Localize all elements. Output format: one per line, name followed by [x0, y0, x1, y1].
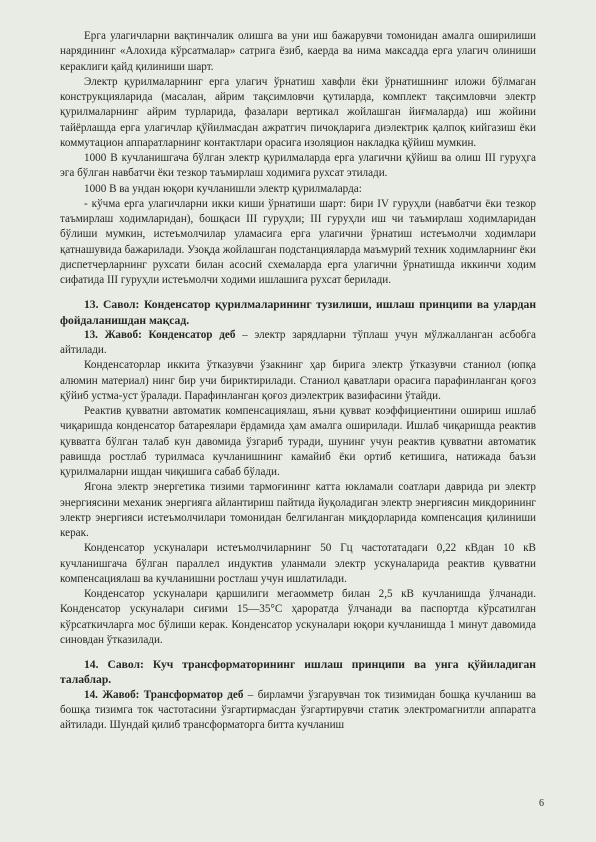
question-14-heading: 14. Савол: Куч трансформаторининг ишлаш принципи ва унга қўйиладиган талаблар. — [60, 658, 536, 687]
page-number: 6 — [539, 798, 544, 809]
answer-14-lead: 14. Жавоб: Трансформатор деб — [84, 688, 244, 701]
paragraph-portable-grounding: - кўчма ерга улагичларни икки киши ўрнатиши шарт: бири IV гуруҳли (навбатчи ёки тезкор таъмирлаш ходимларидан), бошқаси III гуруҳли; III гуруҳли иш чи таъмирлаш ходимларидан бўлиши мумкин, истеъмолчилар уламасига ерга улагични ўрнатиш истеъмолчи ходимлари қатнашувида бажарилади. Узоқда жойлашган подстанцияларда маъмурий техник ходимларнинг ёки диспетчерларнинг рухсати билан асосий схемаларда ерга улагични ўрнатишда иккинчи ходим сифатида III гуруҳли истеъмолчи ходими ишлашига рухсат берилади. — [60, 197, 536, 286]
paragraph-capacitor-usage: Конденсатор ускуналари истеъмолчиларнинг 50 Гц частотатадаги 0,22 кВдан 10 кВ кучланишгача бўлган параллел индуктив уланмали электр ускуналарида реактив қувватни компенсациялаш ва кучланишни ростлаш учун ишлатилади. — [60, 542, 536, 585]
answer-14-definition — [60, 688, 536, 734]
paragraph-up-to-1000v: 1000 В кучланишгача бўлган электр қурилмаларда ерга улагични қўйиш ва олиш III гуруҳга эга бўлган навбатчи ёки тезкор таъмирлаш ходимига рухсат этилади. — [60, 152, 536, 180]
paragraph-grounding-removal: Ерга улагичларни вақтинчалик олишга ва уни иш бажарувчи томонидан амалга оширилиши нарядининг «Алохида кўрсатмалар» сатрига ёзиб, каерда ва нима максадда ерга улагич олиниши кераклиги қайд қилиниши шарт. — [60, 30, 536, 73]
paragraph-capacitor-construction: Конденсаторлар иккита ўтказувчи ўзакнинг ҳар бирига электр ўтказувчи станиол (юпқа алюмин материал) нинг бир учи бириктирилади. Станиол қаватлари орасига парафинланган қоғоз қўйиб устма-уст ўралади. Парафинланган қоғоз диэлектрик вазифасини ўтайди. — [60, 359, 536, 402]
question-13-heading: 13. Савол: Конденсатор қурилмаларининг тузилиши, ишлаш принципи ва улардан фойдаланишдан мақсад. — [60, 298, 536, 327]
paragraph-capacitor-testing: Конденсатор ускуналари қаршилиги мегаомметр билан 2,5 кВ кучланишда ўлчанади. Конденсатор ускуналари сиғими 15—35°С ҳароратда ўлчанади ва паспортда кўрсатилган кўрсаткичларга мос бўлиши керак. Конденсатор ускуналари юқори кучланишда 1 минут давомида синовдан ўтказилади. — [60, 588, 536, 646]
answer-13-rest: – электр зарядларни тўплаш учун мўлжалланган асбобга айтилади. — [60, 328, 536, 356]
answer-13-definition — [60, 328, 536, 359]
paragraph-energy-system: Ягона электр энергетика тизими тармоғининг катта юкламали соатлари даврида ри электр энергиясини механик энергияга айлантириш пайтида йуқоладиган электр энергиясин микдорининг электр энергияси истеъмолчилари томонидан белгиланган миқдорларида компенсация қилиниши керак. — [60, 481, 536, 539]
paragraph-above-1000v: 1000 В ва ундан юқори кучланишли электр қурилмаларда: — [84, 182, 362, 195]
answer-14-rest: – бирламчи ўзгарувчан ток тизимидан бошқа кучланиш ва бошқа тизимга ток частотасини ўзгартирмасдан ўзгартирувчи статик электромагнитли аппаратга айтилади. Шундай қилиб трансформаторга битта кучланиш — [60, 688, 537, 731]
paragraph-insulating-caps: Электр қурилмаларнинг ерга улагич ўрнатиш хавфли ёки ўрнатишнинг иложи бўлмаган конструкцияларида (масалан, айрим тақсимловчи қутиларда, комплект тақсимловчи электр қурилмаларнинг айрим турларида, фазалари вертикал жойлашган йиғмаларда) иш жойини тайёрлашда ерга улагичлар қўйилмасдан ажратгич пичоқларига диэлектрик қалпоқ кийгазиш ёки коммутацион аппаратларнинг контактлари орасига изоляцион накладка қўйиш мумкин. — [60, 75, 536, 149]
paragraph-reactive-power: Реактив қувватни автоматик компенсациялаш, яъни қувват коэффициентини ошириш ишлаб чиқаришда конденсатор батареялари ёрдамида ҳам амалга оширилади. Ишлаб чиқаришда реактив қувватга бўлган талаб кун давомида ўзгариб туради, шунинг учун реактив қувватни автоматик равишда ростлаб турилмаса кучланишнинг камайиб ёки ортиб кетишига, натижада баъзи қурилмаларни ишдан чиқишига сабаб бўлади. — [60, 405, 536, 478]
answer-13-lead: 13. Жавоб: Конденсатор деб — [84, 328, 236, 341]
